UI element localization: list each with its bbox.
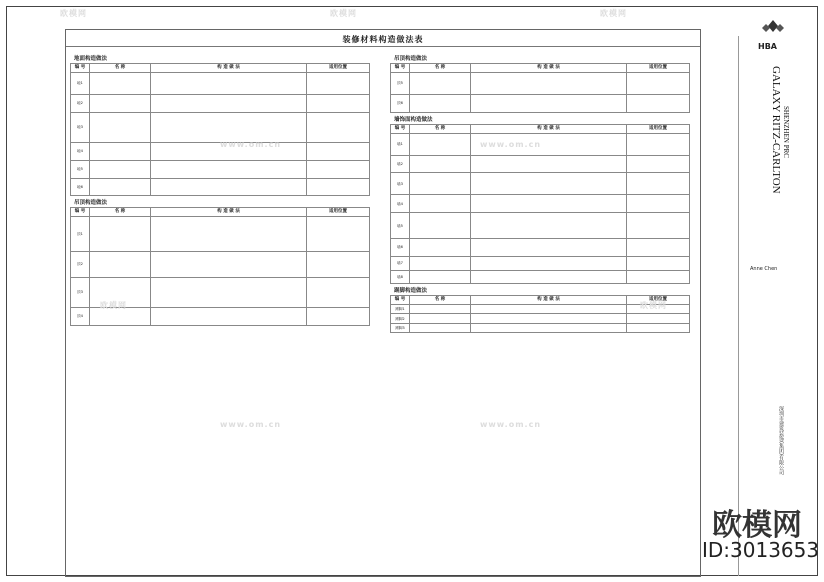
row-method [471, 73, 627, 95]
row-name [90, 160, 151, 178]
column-header-method: 构 造 做 法 [151, 64, 307, 73]
table-row [391, 323, 690, 332]
spec-table [390, 295, 690, 333]
method-line [472, 150, 625, 154]
row-name [90, 277, 151, 307]
table-row [391, 270, 690, 284]
right-column [390, 52, 690, 333]
row-method [471, 323, 627, 332]
watermark: 欧模网 [330, 9, 357, 18]
method-line [152, 273, 305, 277]
table-row [391, 173, 690, 195]
doc-title: 装修材料构造做法表 [342, 35, 424, 44]
method-line [472, 328, 625, 332]
table-row [391, 314, 690, 323]
method-line [472, 208, 625, 212]
column-header-method: 构 造 做 法 [471, 64, 627, 73]
row-position [627, 195, 690, 213]
row-name [410, 133, 471, 155]
watermark-id: ID:3013653 [702, 538, 820, 562]
method-line [472, 265, 625, 269]
row-method [151, 308, 307, 326]
row-name [410, 73, 471, 95]
column-header-method: 构 造 做 法 [471, 124, 627, 133]
row-method [471, 239, 627, 257]
row-name [410, 94, 471, 112]
row-method [151, 277, 307, 307]
row-method [151, 217, 307, 252]
method-line [472, 234, 625, 238]
row-position [627, 305, 690, 314]
row-name [410, 213, 471, 239]
table-row [391, 305, 690, 314]
row-method [471, 270, 627, 284]
row-name [90, 251, 151, 277]
row-name [410, 314, 471, 323]
logo-text: HBA [758, 42, 777, 51]
watermark: 欧模网 [60, 9, 87, 18]
table-row [391, 256, 690, 270]
row-name [90, 178, 151, 196]
row-code: 墙8 [391, 270, 410, 284]
method-line [472, 252, 625, 256]
row-method [471, 314, 627, 323]
row-method [471, 173, 627, 195]
row-position [627, 173, 690, 195]
row-position [307, 217, 370, 252]
designer-name: Anne Chen [750, 266, 778, 272]
row-position [627, 155, 690, 173]
table-row [71, 112, 370, 142]
row-code: 地6 [71, 178, 90, 196]
row-code: 墙4 [391, 195, 410, 213]
row-position [627, 323, 690, 332]
row-method [151, 94, 307, 112]
row-position [627, 213, 690, 239]
table-row [391, 239, 690, 257]
row-name [410, 239, 471, 257]
table-row [71, 73, 370, 95]
column-header-name: 名 称 [410, 64, 471, 73]
row-code: 地3 [71, 112, 90, 142]
method-line [472, 190, 625, 194]
row-name [90, 112, 151, 142]
table-row [391, 213, 690, 239]
row-code: 顶6 [391, 94, 410, 112]
row-method [471, 155, 627, 173]
row-code: 墙6 [391, 239, 410, 257]
row-method [471, 94, 627, 112]
row-position [307, 178, 370, 196]
row-name [410, 323, 471, 332]
row-position [307, 112, 370, 142]
left-column [70, 52, 370, 326]
row-name [410, 173, 471, 195]
row-method [151, 143, 307, 161]
watermark: 欧模网 [100, 301, 127, 310]
table-row [71, 160, 370, 178]
method-line [152, 321, 305, 325]
spec-table [70, 207, 370, 326]
method-line [472, 168, 625, 172]
method-line [152, 191, 305, 195]
row-method [151, 178, 307, 196]
watermark-url: www.om.cn [220, 140, 282, 149]
section-heading: 吊顶构造做法 [394, 56, 428, 62]
method-line [152, 108, 305, 112]
table-row [71, 143, 370, 161]
row-method [151, 251, 307, 277]
row-code: 踢脚2 [391, 314, 410, 323]
column-header-no: 编 号 [391, 124, 410, 133]
table-row [391, 195, 690, 213]
column-header-pos: 适用位置 [307, 208, 370, 217]
row-code: 顶5 [391, 73, 410, 95]
row-name [410, 270, 471, 284]
column-header-pos: 适用位置 [627, 64, 690, 73]
table-row [71, 308, 370, 326]
row-method [471, 133, 627, 155]
table-row [71, 217, 370, 252]
row-code: 顶2 [71, 251, 90, 277]
watermark-url: www.om.cn [220, 420, 282, 429]
row-code: 顶1 [71, 217, 90, 252]
column-header-method: 构 造 做 法 [151, 208, 307, 217]
row-name [410, 195, 471, 213]
spec-table [390, 63, 690, 113]
row-position [307, 143, 370, 161]
table-row [391, 155, 690, 173]
row-name [90, 73, 151, 95]
method-line [152, 173, 305, 177]
column-header-no: 编 号 [391, 296, 410, 305]
row-method [151, 112, 307, 142]
column-header-pos: 适用位置 [307, 64, 370, 73]
method-line [152, 138, 305, 142]
company-name: 深圳市建筑装饰(集团)有限公司 [778, 406, 784, 475]
row-name [90, 308, 151, 326]
column-header-method: 构 造 做 法 [471, 296, 627, 305]
row-code: 地2 [71, 94, 90, 112]
column-header-no: 编 号 [71, 208, 90, 217]
row-position [627, 239, 690, 257]
table-row [71, 94, 370, 112]
row-code: 顶3 [71, 277, 90, 307]
section-heading: 吊顶构造做法 [74, 200, 108, 207]
drawing-sheet [6, 6, 818, 576]
row-position [627, 73, 690, 95]
project-name: GALAXY RITZ-CARLTON [770, 66, 782, 194]
row-code: 地4 [71, 143, 90, 161]
table-frame [65, 29, 701, 577]
column-header-no: 编 号 [71, 64, 90, 73]
row-position [627, 256, 690, 270]
method-line [472, 309, 625, 313]
method-line [472, 90, 625, 94]
section-heading: 地面构造做法 [74, 56, 108, 62]
row-method [471, 213, 627, 239]
row-method [151, 73, 307, 95]
row-name [90, 217, 151, 252]
row-name [410, 155, 471, 173]
row-code: 墙5 [391, 213, 410, 239]
row-position [307, 251, 370, 277]
table-row [391, 73, 690, 95]
row-code: 墙1 [391, 133, 410, 155]
column-header-name: 名 称 [90, 208, 151, 217]
row-position [307, 94, 370, 112]
watermark-url: www.om.cn [480, 140, 542, 149]
watermark-url: www.om.cn [480, 420, 542, 429]
row-position [307, 160, 370, 178]
column-header-name: 名 称 [90, 64, 151, 73]
row-name [410, 305, 471, 314]
section-heading: 踢脚构造做法 [394, 288, 428, 295]
table-row [391, 133, 690, 155]
row-position [307, 73, 370, 95]
watermark-large: 欧模网 [712, 508, 802, 543]
row-method [471, 195, 627, 213]
method-line [152, 247, 305, 251]
row-method [151, 160, 307, 178]
column-header-name: 名 称 [410, 124, 471, 133]
spec-table [70, 63, 370, 196]
watermark: 欧模网 [600, 9, 627, 18]
row-position [627, 314, 690, 323]
row-code: 墙3 [391, 173, 410, 195]
column-header-name: 名 称 [410, 296, 471, 305]
row-method [471, 256, 627, 270]
method-line [152, 156, 305, 160]
method-line [472, 319, 625, 323]
row-code: 墙2 [391, 155, 410, 173]
table-row [391, 94, 690, 112]
row-name [90, 94, 151, 112]
column-header-pos: 适用位置 [627, 296, 690, 305]
row-code: 顶4 [71, 308, 90, 326]
table-row [71, 251, 370, 277]
column-header-pos: 适用位置 [627, 124, 690, 133]
method-line [472, 108, 625, 112]
row-code: 地5 [71, 160, 90, 178]
title-block [698, 6, 818, 576]
row-position [627, 94, 690, 112]
table-row [71, 277, 370, 307]
column-header-no: 编 号 [391, 64, 410, 73]
row-code: 踢脚3 [391, 323, 410, 332]
row-position [307, 277, 370, 307]
row-position [307, 308, 370, 326]
row-code: 墙7 [391, 256, 410, 270]
method-line [152, 303, 305, 307]
section-heading: 墙饰面构造做法 [394, 116, 433, 123]
method-line [152, 90, 305, 94]
spec-table [390, 124, 690, 284]
method-line [472, 279, 625, 283]
hba-logo-icon [758, 20, 788, 40]
row-position [627, 133, 690, 155]
project-city: SHENZHEN PRC [782, 106, 790, 158]
row-method [471, 305, 627, 314]
row-code: 踢脚1 [391, 305, 410, 314]
watermark: 欧模网 [640, 301, 667, 310]
row-name [410, 256, 471, 270]
row-name [90, 143, 151, 161]
row-position [627, 270, 690, 284]
row-code: 地1 [71, 73, 90, 95]
table-row [71, 178, 370, 196]
